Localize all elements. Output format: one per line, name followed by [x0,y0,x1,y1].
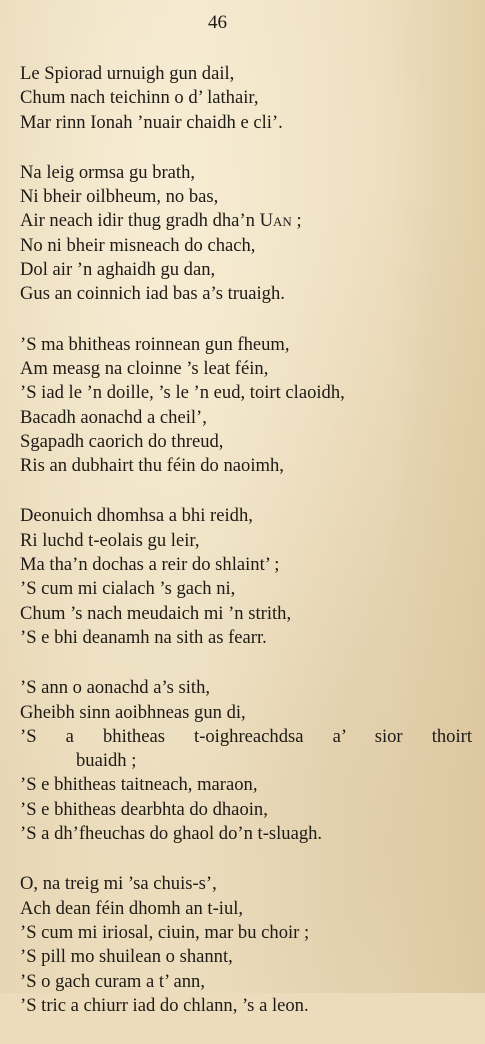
verse-line: Gheibh sinn aoibhneas gun di, [20,701,246,723]
verse-line: ’S iad le ’n doille, ’s le ’n eud, toirt claoidh, [20,382,345,404]
verse-body [20,62,472,1044]
verse-line: Le Spiorad urnuigh gun dail, [20,63,235,84]
verse-line: Deonuich dhomhsa a bhi reidh, [20,505,253,527]
verse-line: Na leig ormsa gu brath, [20,161,196,183]
verse-line: ’S e bhitheas dearbhta do dhaoin, [20,798,268,820]
stanza-5 [20,676,472,846]
stanza-4 [20,504,472,650]
verse-line: ’S ma bhitheas roinnean gun fheum, [20,333,290,355]
verse-line: Sgapadh caorich do threud, [20,430,224,452]
verse-line: ’S a dh’fheuchas do ghaol do’n t-sluagh. [20,823,323,845]
verse-line: ’S e bhi deanamh na sith as fearr. [20,626,267,648]
verse-line: Ma tha’n dochas a reir do shlaint’ ; [20,554,280,576]
verse-line: Dol air ’n aghaidh gu dan, [20,259,216,281]
verse-line: Ni bheir oilbheum, no bas, [20,186,219,208]
verse-line: ’S tric a chiurr iad do chlann, ’s a leon. [20,994,309,1016]
stanza-2 [20,161,472,307]
verse-line: Ris an dubhairt thu féin do naoimh, [20,455,284,477]
stanza-1 [20,62,472,135]
verse-line: ’S o gach curam a t’ ann, [20,970,206,992]
verse-line: ’S cum mi cialach ’s gach ni, [20,578,236,600]
verse-line-continuation: buaidh ; [76,750,137,772]
verse-line: ’S ann o aonachd a’s sith, [20,677,211,699]
verse-line: Ach dean féin dhomh an t-iul, [20,897,244,919]
verse-line: Chum nach teichinn o d’ lathair, [20,87,259,109]
line-end-punctuation: ; [291,210,302,232]
verse-line: ’S pill mo shuilean o shannt, [20,946,233,968]
verse-line: ’S a bhitheas t-oighreachdsa a’ sior thoirt [20,725,472,747]
verse-line: Mar rinn Ionah ’nuair chaidh e cli’. [20,111,283,133]
verse-line: No ni bheir misneach do chach, [20,234,256,256]
stanza-3 [20,333,472,479]
verse-line: Ri luchd t-eolais gu leir, [20,529,200,551]
verse-line: Am measg na cloinne ’s leat féin, [20,357,269,379]
verse-line-with-small-caps [20,209,472,233]
page-number: 46 [208,12,227,33]
stanza-6 [20,872,472,1018]
verse-line: Gus an coinnich iad bas a’s truaigh. [20,283,285,305]
verse-line-text: Air neach idir thug gradh dha’n [20,210,260,232]
verse-line: ’S cum mi iriosal, ciuin, mar bu choir ; [20,921,310,943]
small-caps-word: Uan [259,210,292,232]
verse-line: ’S e bhitheas taitneach, maraon, [20,774,258,796]
verse-line: Chum ’s nach meudaich mi ’n strith, [20,602,292,624]
verse-line: Bacadh aonachd a cheil’, [20,406,207,428]
verse-line: O, na treig mi ’sa chuis-s’, [20,873,217,895]
